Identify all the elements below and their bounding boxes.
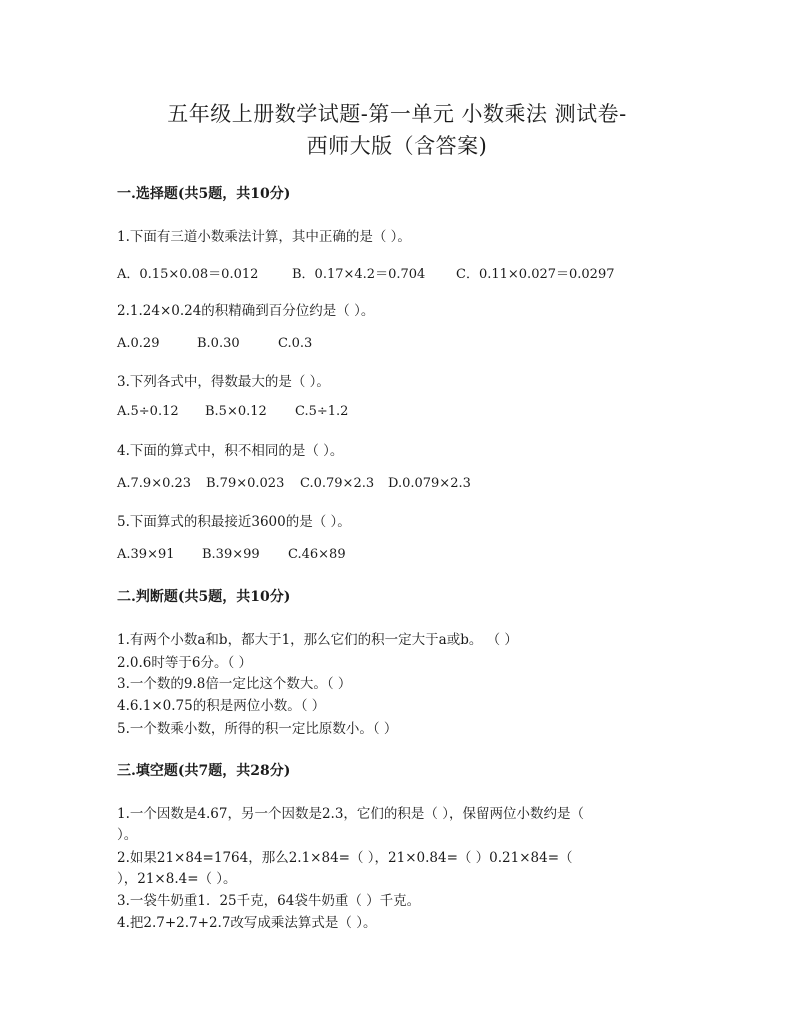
option-b: B.0.30 [197, 336, 240, 351]
option-a: A.39×91 [117, 547, 175, 562]
question-text: 1.下面有三道小数乘法计算，其中正确的是（ ）。 [117, 229, 411, 245]
option-d: D.0.079×2.3 [388, 476, 471, 491]
option-b: B．0.17×4.2＝0.704 [292, 267, 426, 282]
option-c: C．0.11×0.027＝0.0297 [456, 267, 615, 282]
question-text: 2.1.24×0.24的积精确到百分位约是（ ）。 [117, 303, 375, 319]
option-c: C.5÷1.2 [295, 404, 349, 419]
option-a: A．0.15×0.08＝0.012 [117, 267, 259, 282]
option-b: B.39×99 [202, 547, 260, 562]
fill-in-item: 4.把2.7+2.7+2.7改写成乘法算式是（ ）。 [117, 915, 377, 931]
judgment-item: 4.6.1×0.75的积是两位小数。（ ） [117, 698, 326, 714]
fill-in-item-continued: ），21×8.4=（ ）。 [117, 871, 237, 887]
section-heading-judgment: 二.判断题(共5题，共10分) [117, 589, 291, 605]
option-c: C.46×89 [288, 547, 346, 562]
option-c: C.0.3 [278, 336, 313, 351]
question-text: 4.下面的算式中，积不相同的是（ ）。 [117, 443, 344, 459]
option-b: B.5×0.12 [205, 404, 267, 419]
option-b: B.79×0.023 [206, 476, 285, 491]
fill-in-item: 1.一个因数是4.67，另一个因数是2.3，它们的积是（ ），保留两位小数约是（ [117, 806, 584, 822]
judgment-item: 1.有两个小数a和b，都大于1，那么它们的积一定大于a或b。 （ ） [117, 632, 518, 648]
question-text: 3.下列各式中，得数最大的是（ ）。 [117, 374, 330, 390]
judgment-item: 5.一个数乘小数，所得的积一定比原数小。（ ） [117, 721, 398, 737]
section-heading-fill-in: 三.填空题(共7题，共28分) [117, 763, 291, 779]
judgment-item: 3.一个数的9.8倍一定比这个数大。（ ） [117, 676, 352, 692]
option-a: A.0.29 [117, 336, 160, 351]
fill-in-item: 3.一袋牛奶重1．25千克，64袋牛奶重（ ）千克。 [117, 893, 421, 909]
option-c: C.0.79×2.3 [300, 476, 375, 491]
option-a: A.5÷0.12 [117, 404, 179, 419]
option-a: A.7.9×0.23 [117, 476, 192, 491]
question-text: 5.下面算式的积最接近3600的是（ ）。 [117, 514, 351, 530]
section-heading-choice: 一.选择题(共5题，共10分) [117, 186, 291, 202]
document-title-line-2: 西师大版（含答案) [306, 134, 488, 158]
fill-in-item-continued: ）。 [117, 827, 138, 843]
document-title-line-1: 五年级上册数学试题-第一单元 小数乘法 测试卷- [167, 102, 627, 126]
fill-in-item: 2.如果21×84=1764，那么2.1×84=（ ），21×0.84=（ ）0.21×84=（ [117, 850, 573, 866]
judgment-item: 2.0.6时等于6分。（ ） [117, 655, 252, 671]
